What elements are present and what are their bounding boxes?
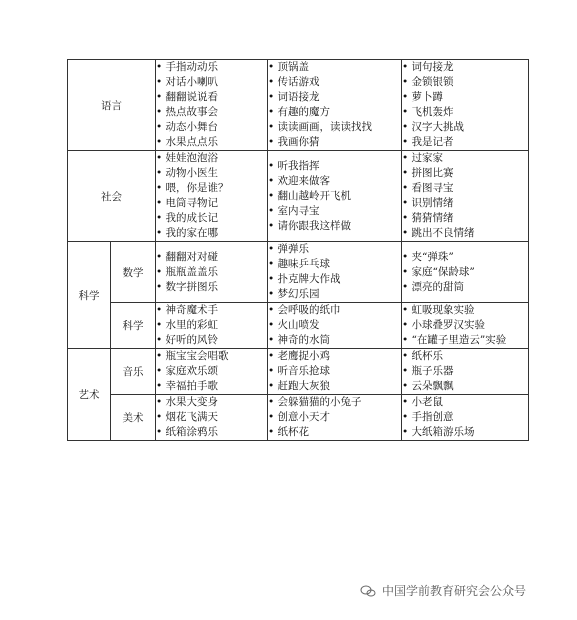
list-item: • 幸福拍手歌 [156,379,267,394]
list-item: • 猜猜情绪 [402,211,528,226]
list-item: • 纸箱涂鸦乐 [156,425,267,440]
sub-area-cell: 音乐 [111,349,156,395]
list-item: • 水里的彩虹 [156,318,267,333]
activity-cell [156,395,268,441]
list-item: • 动态小舞台 [156,120,267,135]
activity-list [402,151,528,241]
list-item: • 词语接龙 [268,90,401,105]
list-item: • 有趣的魔方 [268,105,401,120]
table-row [68,349,529,395]
list-item: • “在罐子里造云”实验 [402,333,528,348]
table-row [68,395,529,441]
list-item: • 趣味乒乓球 [268,257,401,272]
activity-cell [268,303,402,349]
activity-cell [402,151,529,242]
list-item: • 翻翻说说看 [156,90,267,105]
list-item: • 热点故事会 [156,105,267,120]
activity-cell [402,60,529,151]
activity-list [402,250,528,295]
list-item: • 大纸箱游乐场 [402,425,528,440]
list-item: • 跳出不良情绪 [402,226,528,241]
list-item: • 纸杯乐 [402,349,528,364]
activity-cell [156,303,268,349]
list-item: • 我的家在哪 [156,226,267,241]
activity-list [268,159,401,234]
list-item: • 瓶瓶盖盖乐 [156,265,267,280]
activity-list [156,250,267,295]
list-item: • 顶锅盖 [268,60,401,75]
list-item: • 创意小天才 [268,410,401,425]
list-item: • 电筒寻物记 [156,196,267,211]
list-item: • 传话游戏 [268,75,401,90]
list-item: • 火山喷发 [268,318,401,333]
area-cell: 科学 [68,242,111,349]
list-item: • 动物小医生 [156,166,267,181]
sub-area-cell: 数学 [111,242,156,303]
list-item: • 烟花飞满天 [156,410,267,425]
activity-list [402,395,528,440]
activity-list [156,395,267,440]
list-item: • 识别情绪 [402,196,528,211]
list-item: • 水果点点乐 [156,135,267,150]
list-item: • 扑克牌大作战 [268,272,401,287]
list-item: • 手指动动乐 [156,60,267,75]
list-item: • 翻翻对对碰 [156,250,267,265]
list-item: • 看图寻宝 [402,181,528,196]
activity-cell [156,60,268,151]
watermark [360,582,526,599]
list-item: • 小球叠罗汉实验 [402,318,528,333]
list-item: • 我是记者 [402,135,528,150]
activity-cell [268,60,402,151]
list-item: • 弹弹乐 [268,242,401,257]
activity-list [156,151,267,241]
table-row [68,60,529,151]
list-item: • 我画你猜 [268,135,401,150]
activity-list [268,395,401,440]
list-item: • 词句接龙 [402,60,528,75]
sub-area-cell: 美术 [111,395,156,441]
list-item: • 我的成长记 [156,211,267,226]
list-item: • 听我指挥 [268,159,401,174]
table-row [68,242,529,303]
list-item: • 纸杯花 [268,425,401,440]
list-item: • 老鹰捉小鸡 [268,349,401,364]
list-item: • 瓶宝宝会唱歌 [156,349,267,364]
area-cell: 语言 [68,60,156,151]
list-item: • 神奇魔术手 [156,303,267,318]
list-item: • 夹“弹珠” [402,250,528,265]
activity-list [268,60,401,150]
activity-list [156,60,267,150]
activity-cell [156,151,268,242]
activity-cell [268,395,402,441]
list-item: • 飞机轰炸 [402,105,528,120]
list-item: • 读读画画，读读找找 [268,120,401,135]
activity-list [156,303,267,348]
list-item: • 汉字大挑战 [402,120,528,135]
list-item: • 赶跑大灰狼 [268,379,401,394]
list-item: • 数字拼图乐 [156,280,267,295]
list-item: • 好听的风铃 [156,333,267,348]
activity-cell [268,242,402,303]
activity-list [268,242,401,302]
activity-table [67,59,529,441]
list-item: • 欢迎来做客 [268,174,401,189]
list-item: • 金锁银锁 [402,75,528,90]
activity-list [156,349,267,394]
list-item: • 小老鼠 [402,395,528,410]
list-item: • 娃娃泡泡浴 [156,151,267,166]
list-item: • 请你跟我这样做 [268,219,401,234]
list-item: • 梦幻乐园 [268,287,401,302]
watermark-text: 中国学前教育研究会公众号 [382,584,527,598]
wechat-icon [360,585,376,597]
list-item: • 会躲猫猫的小兔子 [268,395,401,410]
list-item: • 对话小喇叭 [156,75,267,90]
list-item: • 水果大变身 [156,395,267,410]
activity-cell [402,242,529,303]
activity-cell [268,349,402,395]
activity-list [402,349,528,394]
list-item: • 拼图比赛 [402,166,528,181]
list-item: • 家庭“保龄球” [402,265,528,280]
activity-cell [402,349,529,395]
sub-area-cell: 科学 [111,303,156,349]
list-item: • 云朵飘飘 [402,379,528,394]
list-item: • 萝卜蹲 [402,90,528,105]
list-item: • 听音乐抢球 [268,364,401,379]
activity-cell [402,303,529,349]
activity-cell [402,395,529,441]
list-item: • 瓶子乐器 [402,364,528,379]
list-item: • 翻山越岭开飞机 [268,189,401,204]
list-item: • 漂亮的甜筒 [402,280,528,295]
table-row [68,303,529,349]
list-item: • 手指创意 [402,410,528,425]
activity-list [402,303,528,348]
list-item: • 室内寻宝 [268,204,401,219]
activity-list [268,303,401,348]
table-row [68,151,529,242]
list-item: • 家庭欢乐颂 [156,364,267,379]
list-item: • 喂，你是谁？ [156,181,267,196]
activity-cell [156,349,268,395]
activity-cell [156,242,268,303]
list-item: • 神奇的水筒 [268,333,401,348]
list-item: • 过家家 [402,151,528,166]
activity-cell [268,151,402,242]
list-item: • 虹吸现象实验 [402,303,528,318]
activity-list [268,349,401,394]
area-cell: 艺术 [68,349,111,441]
area-cell: 社会 [68,151,156,242]
activity-list [402,60,528,150]
list-item: • 会呼吸的纸巾 [268,303,401,318]
